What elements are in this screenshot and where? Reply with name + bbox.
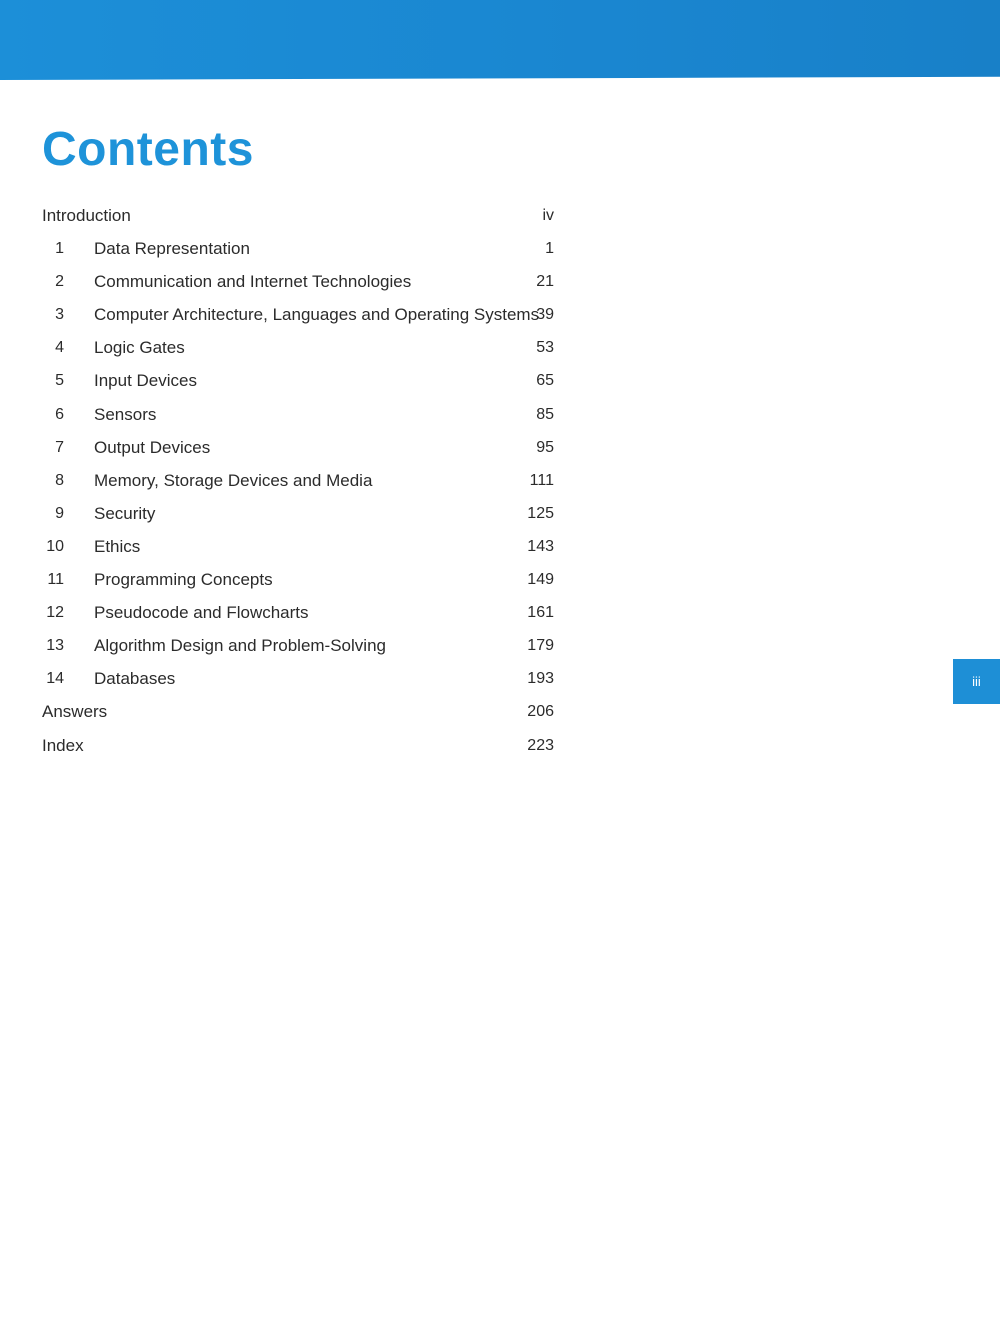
chapter-title: Pseudocode and Flowcharts [94, 603, 309, 623]
toc-entry-introduction[interactable] [42, 199, 554, 232]
chapter-title: Computer Architecture, Languages and Operating Systems [94, 305, 540, 325]
chapter-number: 3 [55, 306, 64, 324]
page-number-tab: iii [953, 659, 1000, 704]
chapter-title: Ethics [94, 536, 141, 556]
chapter-title: Logic Gates [94, 338, 185, 358]
toc-entry-index[interactable] [42, 729, 554, 762]
toc-chapter-10[interactable] [42, 530, 554, 563]
chapter-number: 14 [46, 670, 64, 688]
toc-chapter-1[interactable] [42, 232, 554, 265]
toc-chapter-9[interactable] [42, 497, 554, 530]
chapter-page: 95 [536, 438, 554, 456]
toc-entry-page: 223 [527, 736, 554, 754]
chapter-number: 10 [46, 537, 64, 555]
chapter-page: 65 [536, 372, 554, 390]
page-title: Contents [42, 123, 254, 176]
toc-chapter-3[interactable] [42, 298, 554, 331]
toc-chapter-6[interactable] [42, 398, 554, 431]
chapter-number: 1 [55, 240, 64, 258]
chapter-page: 125 [527, 504, 554, 522]
chapter-page: 39 [536, 306, 554, 324]
chapter-page: 161 [527, 604, 554, 622]
chapter-number: 7 [55, 438, 64, 456]
chapter-title: Security [94, 503, 156, 523]
chapter-page: 193 [527, 670, 554, 688]
toc-entry-label: Index [42, 735, 84, 755]
chapter-title: Input Devices [94, 371, 197, 391]
table-of-contents [42, 199, 554, 762]
chapter-page: 179 [527, 637, 554, 655]
toc-entry-label: Introduction [42, 206, 131, 225]
chapter-page: 1 [545, 240, 554, 258]
header-band [0, 0, 1000, 80]
chapter-title: Algorithm Design and Problem-Solving [94, 636, 386, 656]
toc-chapter-14[interactable] [42, 662, 554, 695]
chapter-title: Output Devices [94, 437, 211, 457]
chapter-page: 21 [536, 273, 554, 291]
chapter-number: 13 [46, 637, 64, 655]
chapter-number: 5 [55, 372, 64, 390]
toc-chapter-5[interactable] [42, 364, 554, 397]
toc-entry-answers[interactable] [42, 695, 554, 728]
chapter-page: 53 [536, 339, 554, 357]
chapter-title: Databases [94, 669, 176, 689]
toc-chapter-11[interactable] [42, 563, 554, 596]
toc-entry-label: Answers [42, 702, 108, 722]
chapter-title: Data Representation [94, 239, 250, 259]
chapter-page: 143 [527, 537, 554, 555]
chapter-number: 11 [47, 571, 64, 589]
chapter-number: 2 [55, 273, 64, 291]
toc-chapter-2[interactable] [42, 265, 554, 298]
chapter-page: 111 [529, 471, 554, 489]
chapter-number: 9 [55, 504, 64, 522]
chapter-title: Programming Concepts [94, 570, 273, 590]
toc-entry-page: iv [542, 207, 554, 224]
chapter-number: 6 [55, 405, 64, 423]
chapter-number: 12 [46, 604, 64, 622]
chapter-title: Memory, Storage Devices and Media [94, 470, 373, 490]
toc-entry-page: 206 [527, 703, 554, 721]
chapter-number: 4 [55, 339, 64, 357]
chapter-page: 85 [536, 405, 554, 423]
toc-chapter-13[interactable] [42, 629, 554, 662]
toc-chapter-4[interactable] [42, 331, 554, 364]
chapter-page: 149 [527, 571, 554, 589]
toc-chapter-12[interactable] [42, 596, 554, 629]
chapter-title: Sensors [94, 404, 157, 424]
chapter-number: 8 [55, 471, 64, 489]
toc-chapter-8[interactable] [42, 464, 554, 497]
chapter-title: Communication and Internet Technologies [94, 272, 412, 292]
toc-chapter-7[interactable] [42, 431, 554, 464]
